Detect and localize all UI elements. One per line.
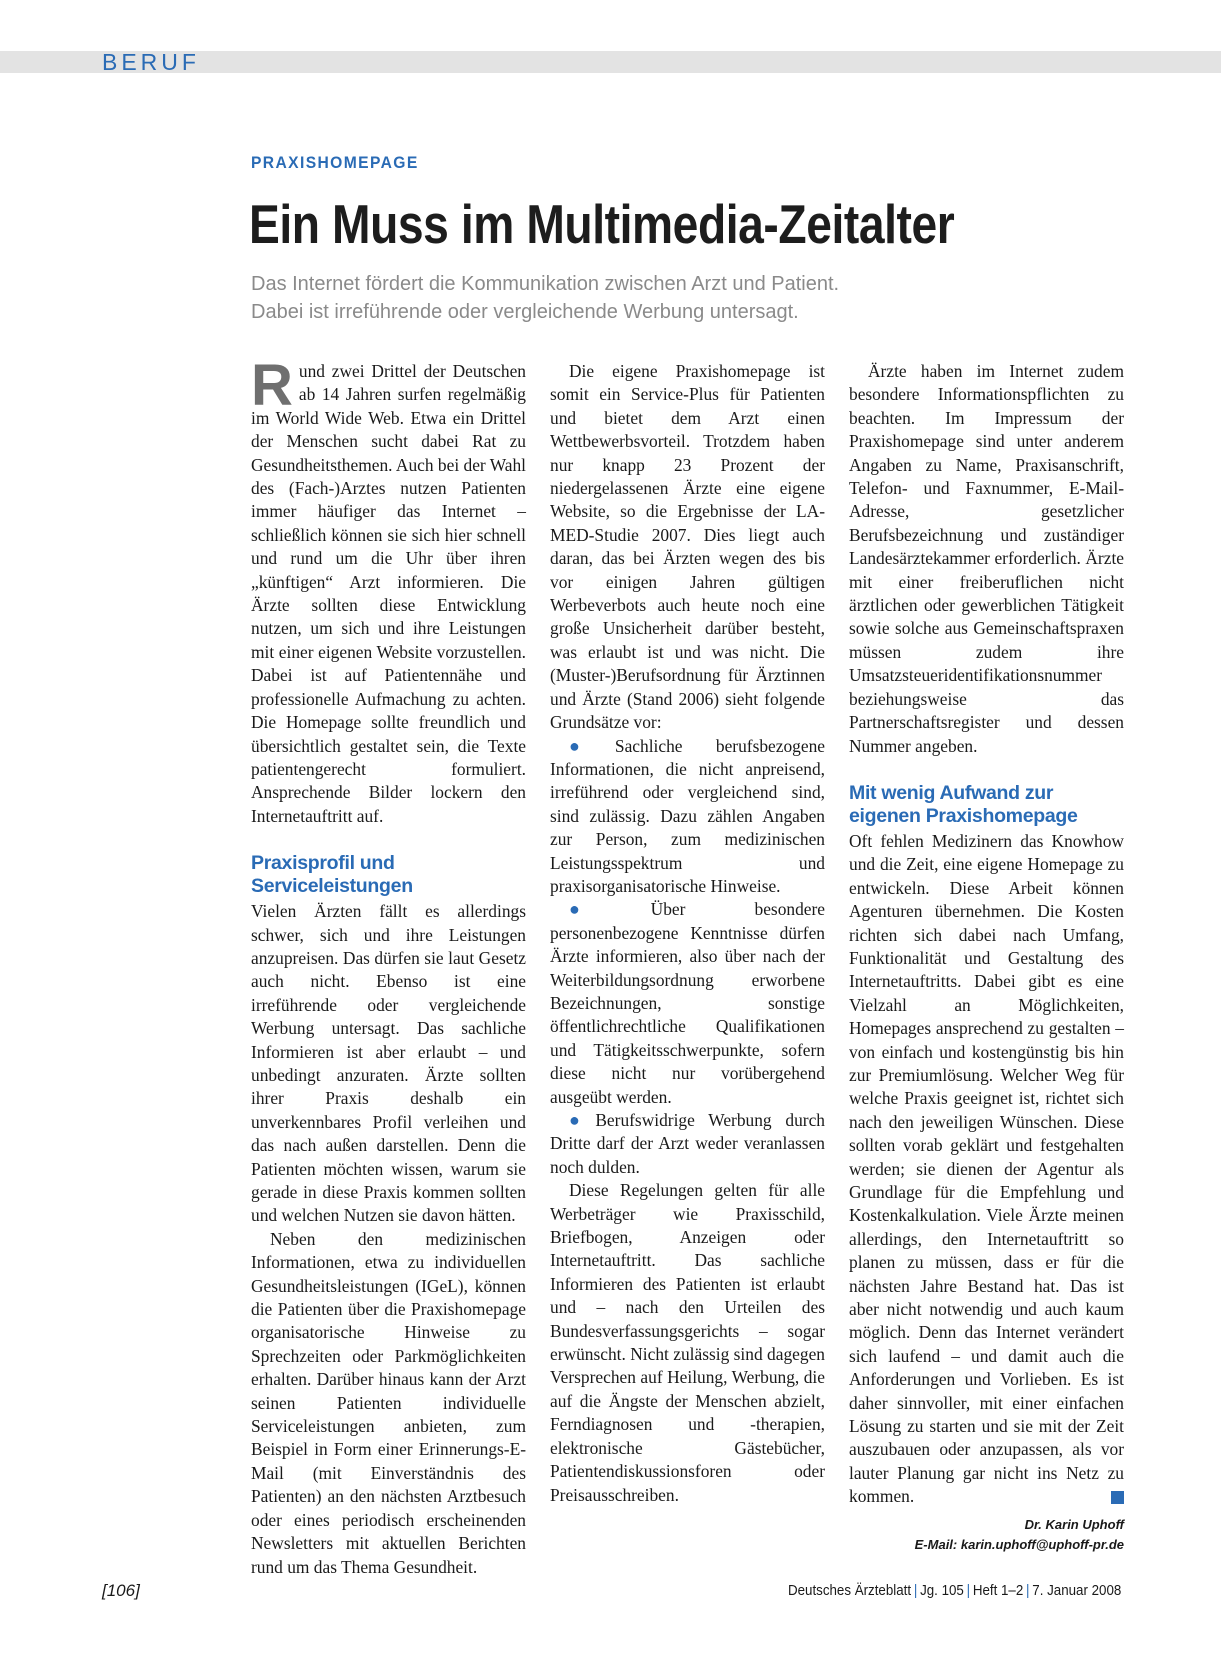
journal-name: Deutsches Ärzteblatt xyxy=(787,1583,911,1599)
paragraph: Neben den medizinischen Informationen, etwa zu individuellen Gesundheitsleistungen (IGeL), können die Patienten über die Praxishomepage organisatorische Hinweise zu Sprechzeiten oder Parkmöglichkeiten erhalten. Darüber hinaus kann der Arzt seinen Patienten individuelle Serviceleistungen anbieten, zum Beispiel in Form einer Erinnerungs-E-Mail (mit Einverständnis des Patienten) an den nächsten Arztbesuch oder eines periodisch erscheinenden Newsletters mit aktuellen Berichten rund um das Thema Gesundheit. xyxy=(251,1228,526,1577)
paragraph: Vielen Ärzten fällt es allerdings schwer, sich und ihre Leistungen anzupreisen. Das dürfen sie laut Gesetz auch nicht. Ebenso ist eine irreführende oder vergleichende Werbung untersagt. Das sachliche Informieren ist aber erlaubt – und unbedingt anzuraten. Ärzte sollten ihrer Praxis deshalb ein unverkennbares Profil verleihen und das nach außen darstellen. Denn die Patienten möchten wissen, warum sie gerade in diese Praxis kommen sollten und welchen Nutzen sie davon hätten. xyxy=(251,901,526,1226)
divider: | xyxy=(913,1583,918,1599)
bullet-item: ● Über besondere personenbezogene Kenntnisse dürfen Ärzte informieren, also über nach der Weiterbildungsordnung erworbene Bezeichnungen, sonstige öffentlichrechtliche Qualifikationen und Tätigkeitsschwerpunkte, sofern diese nicht nur vorübergehend ausgeübt werden. xyxy=(550,899,826,1107)
author-name: Dr. Karin Uphoff xyxy=(1024,1516,1124,1532)
author-block xyxy=(849,1515,1124,1555)
intro-paragraph xyxy=(251,353,527,828)
author-email: E-Mail: karin.uphoff@uphoff-pr.de xyxy=(914,1536,1124,1552)
divider: | xyxy=(1025,1583,1030,1599)
article-kicker: PRAXISHOMEPAGE xyxy=(251,153,419,172)
article-subtitle xyxy=(251,270,971,326)
bullet-icon: ● xyxy=(569,1110,590,1130)
drop-cap: R xyxy=(251,353,293,418)
bullet-item: ● Berufswidrige Werbung durch Dritte darf der Arzt weder veranlassen noch dulden. xyxy=(550,1110,825,1177)
text-column-1 xyxy=(251,353,527,1579)
article-title: Ein Muss im Multimedia-Zeitalter xyxy=(249,193,955,255)
bullet-item: ● Sachliche berufsbezogene Informationen, die nicht anpreisend, irreführend oder vergleichend sind, sind zulässig. Dazu zählen Angaben zur Person, zum medizinischen Leistungsspektrum und praxisorganisatorische Hinweise. xyxy=(550,735,825,896)
paragraph: Diese Regelungen gelten für alle Werbeträger wie Praxisschild, Briefbogen, Anzeigen oder Internetauftritt. Das sachliche Informieren des Patienten ist erlaubt und – nach den Urteilen des Bundesverfassungsgerichts – sogar erwünscht. Nicht zulässig sind dagegen Versprechen auf Heilung, Werbung, die auf die Ängste der Menschen abzielt, Ferndiagnosen und -therapien, elektronische Gästebücher, Patientendiskussionsforen oder Preisausschreiben. xyxy=(550,1180,825,1505)
subtitle-line-2: Dabei ist irreführende oder vergleichende Werbung untersagt. xyxy=(251,301,799,323)
text-column-3 xyxy=(849,360,1124,1555)
paragraph: Die eigene Praxishomepage ist somit ein Service-Plus für Patienten und bietet dem Arzt einen Wettbewerbsvorteil. Trotzdem haben nur knapp 23 Prozent der niedergelassenen Ärzte eine eigene Website, so die Ergebnisse der LA-MED-Studie 2007. Dies liegt auch daran, das bei Ärzten wegen des bis vor einigen Jahren gültigen Werbeverbots auch heute noch eine große Unsicherheit darüber besteht, was erlaubt ist und was nicht. Die (Muster-)Berufsordnung für Ärztinnen und Ärzte (Stand 2006) sieht folgende Grundsätze vor: xyxy=(550,361,825,733)
page-number: [106] xyxy=(102,1581,140,1600)
journal-issue: Heft 1–2 xyxy=(972,1583,1023,1599)
journal-date: 7. Januar 2008 xyxy=(1031,1583,1121,1599)
subheading-praxisprofil: Praxisprofil und Serviceleistungen xyxy=(251,852,413,898)
divider: | xyxy=(966,1583,970,1599)
subheading-aufwand: Mit wenig Aufwand zur eigenen Praxishomepage xyxy=(849,781,1078,827)
journal-footer xyxy=(788,1581,1121,1601)
text-column-2 xyxy=(550,360,825,1507)
bullet-icon: ● xyxy=(569,735,609,756)
end-mark-icon xyxy=(1111,1491,1124,1504)
subtitle-line-1: Das Internet fördert die Kommunikation zwischen Arzt und Patient. xyxy=(251,273,840,295)
bullet-icon: ● xyxy=(569,899,645,920)
section-label: BERUF xyxy=(102,49,200,75)
journal-volume: Jg. 105 xyxy=(919,1583,964,1599)
paragraph: Oft fehlen Medizinern das Knowhow und die Zeit, eine eigene Homepage zu entwickeln. Diese Arbeit können Agenturen übernehmen. Die Kosten richten sich dabei nach Umfang, Funktionalität und Gestaltung des Internetauftritts. Dabei gibt es eine Vielzahl an Möglichkeiten, Homepages ansprechend zu gestalten – von einfach und kostengünstig bis hin zur Premiumlösung. Welcher Weg für welche Praxis geeignet ist, richtet sich nach den jeweiligen Wünschen. Diese sollten vorab geklärt und festgehalten werden; sie dienen der Agentur als Grundlage für die Empfehlung und Kostenkalkulation. Viele Ärzte meinen allerdings, den Internetauftritt so planen zu müssen, dass er für die nächsten Jahre Bestand hat. Das ist aber nicht notwendig und auch kaum möglich. Denn das Internet verändert sich laufend – und damit auch die Anforderungen und Vorlieben. Es ist daher sinnvoller, mit einer einfachen Lösung zu starten und sie mit der Zeit auszubauen oder anzupassen, als vor lauter Planung gar nicht ins Netz zu kommen. xyxy=(849,830,1124,1507)
paragraph: Ärzte haben im Internet zudem besondere Informationspflichten zu beachten. Im Impressum der Praxishomepage sind unter anderem Angaben zu Name, Praxisanschrift, Telefon- und Faxnummer, E-Mail-Adresse, gesetzlicher Berufsbezeichnung und zuständiger Landesärztekammer erforderlich. Ärzte mit einer freiberuflichen nicht ärztlichen oder gewerblichen Tätigkeit sowie solche aus Gemeinschaftspraxen müssen zudem ihre Umsatzsteueridentifikationsnummer beziehungsweise das Partnerschaftsregister und dessen Nummer angeben. xyxy=(849,361,1124,756)
paragraph-text: und zwei Drittel der Deutschen ab 14 Jahren surfen regelmäßig im World Wide Web. Etwa ein Drittel der Menschen sucht dabei Rat zu Gesundheitsthemen. Auch bei der Wahl des (Fach-)Arztes nutzen Patienten immer häufiger das Internet – schließlich können sie sich hier schnell und rund um die Uhr über ihren „künftigen“ Arzt informieren. Die Ärzte sollten diese Entwicklung nutzen, um sich und ihre Leistungen mit einer eigenen Website vorzustellen. Dabei ist auf Patientennähe und professionelle Aufmachung zu achten. Die Homepage sollte freundlich und übersichtlich gestaltet sein, die Texte patientengerecht formuliert. Ansprechende Bilder lockern den Internetauftritt auf. xyxy=(251,361,527,826)
